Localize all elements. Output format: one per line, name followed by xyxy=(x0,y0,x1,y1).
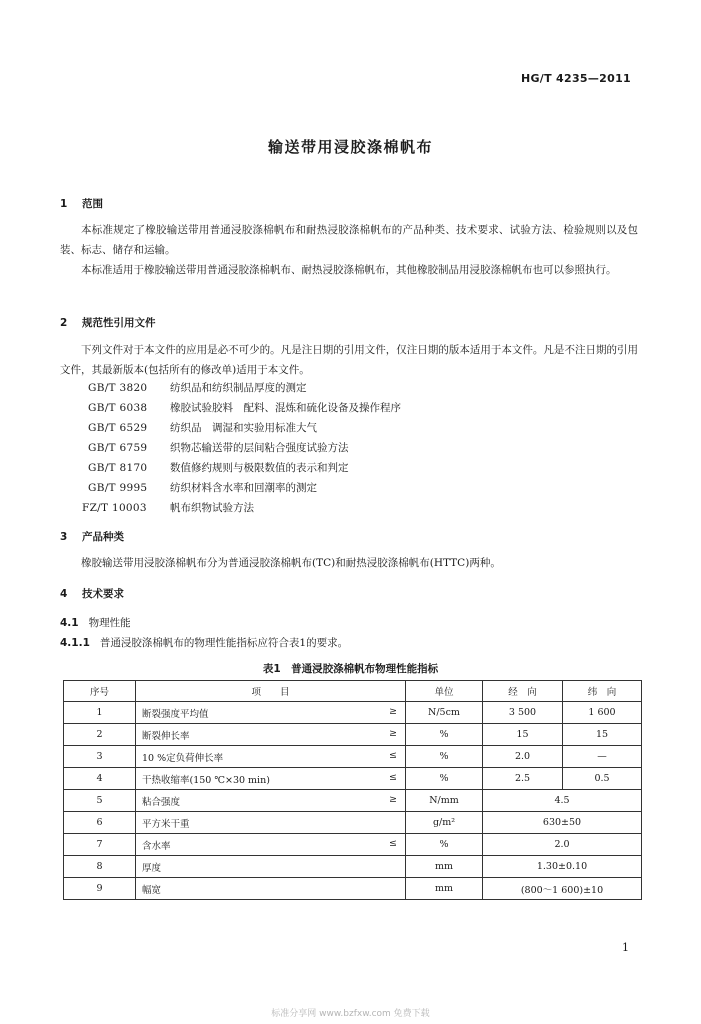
item-label: 干热收缩率(150 ℃×30 min) xyxy=(142,774,270,786)
header-item: 项 目 xyxy=(136,681,406,702)
item-label: 幅宽 xyxy=(142,884,162,896)
section-number: 3 xyxy=(60,531,68,543)
table-header-row xyxy=(64,681,642,702)
row-no: 7 xyxy=(64,834,136,856)
row-weft: 0.5 xyxy=(563,768,642,790)
row-item xyxy=(136,812,406,834)
subsection-title: 物理性能 xyxy=(88,617,131,629)
row-no: 8 xyxy=(64,856,136,878)
row-no: 2 xyxy=(64,724,136,746)
subsection-number: 4.1 xyxy=(60,617,79,629)
row-item xyxy=(136,768,406,790)
table-row xyxy=(64,768,642,790)
row-value: (800～1 600)±10 xyxy=(483,878,642,900)
item-label: 厚度 xyxy=(142,862,162,874)
row-value: 4.5 xyxy=(483,790,642,812)
row-item xyxy=(136,878,406,900)
physical-properties-table xyxy=(63,680,642,900)
row-weft: 15 xyxy=(563,724,642,746)
header-warp: 经 向 xyxy=(483,681,563,702)
row-warp: 2.5 xyxy=(483,768,563,790)
clause-text: 普通浸胶涤棉帆布的物理性能指标应符合表1的要求。 xyxy=(99,637,349,649)
row-value: 630±50 xyxy=(483,812,642,834)
row-no: 4 xyxy=(64,768,136,790)
reference-item xyxy=(88,458,401,478)
reference-code: GB/T 9995 xyxy=(88,482,148,494)
header-unit: 单位 xyxy=(406,681,483,702)
comparison-operator: ≥ xyxy=(389,706,397,717)
row-no: 1 xyxy=(64,702,136,724)
reference-item xyxy=(82,498,401,518)
row-item xyxy=(136,790,406,812)
row-warp: 15 xyxy=(483,724,563,746)
item-label: 粘合强度 xyxy=(142,796,181,808)
item-label: 10 %定负荷伸长率 xyxy=(142,752,224,764)
reference-item xyxy=(88,398,401,418)
row-no: 5 xyxy=(64,790,136,812)
reference-code: GB/T 6038 xyxy=(88,402,148,414)
document-title: 输送带用浸胶涤棉帆布 xyxy=(267,138,433,156)
section-number: 4 xyxy=(60,588,68,600)
row-weft: 1 600 xyxy=(563,702,642,724)
row-weft: — xyxy=(563,746,642,768)
table-row xyxy=(64,790,642,812)
comparison-operator: ≤ xyxy=(389,772,397,783)
item-label: 断裂伸长率 xyxy=(142,730,190,742)
comparison-operator: ≤ xyxy=(389,838,397,849)
subsection-4-1 xyxy=(60,615,131,630)
section-title: 规范性引用文件 xyxy=(82,317,156,329)
paragraph: 本标准规定了橡胶输送带用普通浸胶涤棉帆布和耐热浸胶涤棉帆布的产品种类、技术要求、试验方法、检验规则以及包装、标志、储存和运输。 xyxy=(60,224,638,256)
table-row xyxy=(64,834,642,856)
table-row xyxy=(64,856,642,878)
row-unit: N/5cm xyxy=(406,702,483,724)
reference-code: GB/T 6529 xyxy=(88,422,148,434)
paragraph: 下列文件对于本文件的应用是必不可少的。凡是注日期的引用文件，仅注日期的版本适用于本文件。凡是不注日期的引用文件，其最新版本(包括所有的修改单)适用于本文件。 xyxy=(60,344,638,376)
section-4-heading xyxy=(60,586,124,601)
row-warp: 3 500 xyxy=(483,702,563,724)
section-number: 1 xyxy=(60,198,68,210)
reference-item xyxy=(88,378,401,398)
comparison-operator: ≤ xyxy=(389,750,397,761)
section-title: 技术要求 xyxy=(82,588,124,600)
row-unit: g/m² xyxy=(406,812,483,834)
section-1-body xyxy=(60,220,638,280)
row-item xyxy=(136,856,406,878)
row-unit: mm xyxy=(406,878,483,900)
table-row xyxy=(64,702,642,724)
comparison-operator: ≥ xyxy=(389,794,397,805)
reference-list xyxy=(82,378,401,518)
row-unit: % xyxy=(406,746,483,768)
row-unit: N/mm xyxy=(406,790,483,812)
row-value: 1.30±0.10 xyxy=(483,856,642,878)
row-item xyxy=(136,702,406,724)
row-no: 9 xyxy=(64,878,136,900)
reference-title: 橡胶试验胶料 配料、混炼和硫化设备及操作程序 xyxy=(170,402,401,414)
item-label: 含水率 xyxy=(142,840,171,852)
row-item xyxy=(136,746,406,768)
row-unit: % xyxy=(406,834,483,856)
item-label: 断裂强度平均值 xyxy=(142,708,209,720)
row-warp: 2.0 xyxy=(483,746,563,768)
reference-item xyxy=(88,438,401,458)
clause-4-1-1 xyxy=(60,635,348,650)
paragraph: 本标准适用于橡胶输送带用普通浸胶涤棉帆布、耐热浸胶涤棉帆布，其他橡胶制品用浸胶涤棉帆布也可以参照执行。 xyxy=(81,264,617,276)
reference-title: 纺织品 调湿和实验用标准大气 xyxy=(170,422,317,434)
table-caption: 表1 普通浸胶涤棉帆布物理性能指标 xyxy=(262,663,439,675)
row-item xyxy=(136,834,406,856)
row-item xyxy=(136,724,406,746)
standard-code: HG/T 4235—2011 xyxy=(520,72,631,85)
table-row xyxy=(64,746,642,768)
row-value: 2.0 xyxy=(483,834,642,856)
reference-title: 纺织品和纺织制品厚度的测定 xyxy=(170,382,307,394)
row-unit: mm xyxy=(406,856,483,878)
reference-item xyxy=(88,418,401,438)
paragraph: 橡胶输送带用浸胶涤棉帆布分为普通浸胶涤棉帆布(TC)和耐热浸胶涤棉帆布(HTTC)两种。 xyxy=(81,557,501,569)
header-weft: 纬 向 xyxy=(563,681,642,702)
section-3-body xyxy=(60,553,638,573)
section-2-intro xyxy=(60,340,638,380)
header-no: 序号 xyxy=(64,681,136,702)
reference-code: GB/T 3820 xyxy=(88,382,148,394)
reference-item xyxy=(88,478,401,498)
watermark: 标准分享网 www.bzfxw.com 免费下载 xyxy=(271,1009,430,1019)
reference-title: 织物芯输送带的层间粘合强度试验方法 xyxy=(170,442,349,454)
item-label: 平方米干重 xyxy=(142,818,190,830)
reference-code: GB/T 8170 xyxy=(88,462,148,474)
reference-code: FZ/T 10003 xyxy=(82,502,147,514)
row-no: 3 xyxy=(64,746,136,768)
reference-title: 帆布织物试验方法 xyxy=(170,502,254,514)
section-number: 2 xyxy=(60,317,68,329)
row-unit: % xyxy=(406,724,483,746)
page-number: 1 xyxy=(622,941,629,954)
reference-title: 数值修约规则与极限数值的表示和判定 xyxy=(170,462,349,474)
section-1-heading xyxy=(60,196,103,211)
section-title: 范围 xyxy=(82,198,103,210)
row-unit: % xyxy=(406,768,483,790)
reference-title: 纺织材料含水率和回潮率的测定 xyxy=(170,482,317,494)
table-row xyxy=(64,724,642,746)
row-no: 6 xyxy=(64,812,136,834)
comparison-operator: ≥ xyxy=(389,728,397,739)
table-row xyxy=(64,812,642,834)
section-title: 产品种类 xyxy=(82,531,124,543)
reference-code: GB/T 6759 xyxy=(88,442,148,454)
section-3-heading xyxy=(60,529,124,544)
section-2-heading xyxy=(60,315,156,330)
clause-number: 4.1.1 xyxy=(60,637,90,649)
table-row xyxy=(64,878,642,900)
